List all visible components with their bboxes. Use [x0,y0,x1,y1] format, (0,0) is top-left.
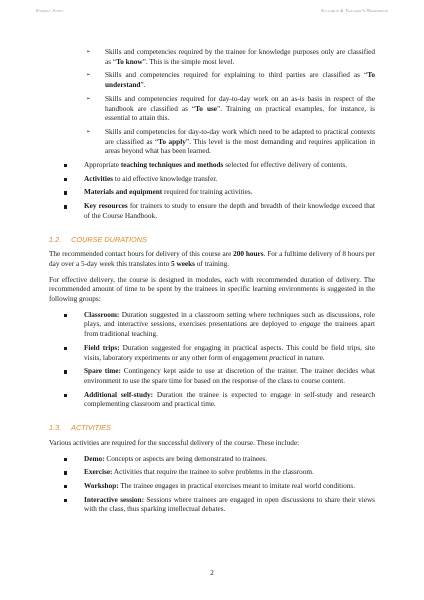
paragraph: The recommended contact hours for delivery of this course are 200 hours. For a fulltime delivery of 8 hours per day over a 5-day week this translates into 5 weeks of training. [49,250,376,268]
paragraph: Various activities are required for the successful delivery of the course. These include: [49,438,300,447]
page-body [49,48,375,519]
syllabus-components-list [49,161,375,222]
skill-level-list [49,48,375,157]
header-right: Syllabus & Teacher's Reference [320,8,388,13]
section-heading-activities: 1.3. ACTIVITIES [49,423,111,433]
section-heading-course-durations: 1.2. COURSE DURATIONS [49,234,147,244]
list-item: Exercise: Activities that require the trainee to solve problems in the classroom. [59,468,375,478]
header-left: Energy Audit [36,8,64,13]
list-item: Workshop: The trainee engages in practical exercises meant to imitate real world conditions. [59,482,375,492]
list-item: Materials and equipment required for training activities. [59,188,375,198]
list-item: ➢ Skills and competencies required for day-to-day work on an as-is basis in respect of the handbook are classified as “To use”. Training on practical examples, for instance, is essential to attain this. [83,95,375,124]
list-item: Demo: Concepts or aspects are being demonstrated to trainees. [59,455,375,465]
list-item: Classroom: Duration suggested in a classroom setting where techniques such as discussions, role plays, and interactive sessions, exercises presentations are deployed to engage the trainees apart from traditional teaching. [59,311,375,340]
list-item: Activities to aid effective knowledge transfer. [59,175,375,185]
list-item: Additional self-study: Duration the trainee is expected to engage in self-study and research complementing classroom and practical time. [59,391,375,410]
running-header [36,8,388,13]
list-item: Interactive session: Sessions where trainees are engaged in open discussions to share their views with the class, thus sparking intellectual debates. [59,496,375,515]
list-item: Appropriate teaching techniques and methods selected for effective delivery of contents. [59,161,375,171]
paragraph: For effective delivery, the course is designed in modules, each with recommended duration of delivery. The recommended amount of time to be spent by the trainees in specific learning environments is suggested in the following groups: [49,275,375,304]
list-item: Key resources for trainers to study to ensure the depth and breadth of their knowledge exceed that of the Course Handbook. [59,202,375,221]
list-item: ➢ Skills and competencies required for explaining to third parties are classified as “To understand”. [83,71,375,90]
list-item: Field trips: Duration suggested for engaging in practical aspects. This could be field trips, site visits, laboratory experiments or any other form of engagement practical in nature. [59,344,375,363]
page-number: 2 [210,568,214,577]
list-item: ➢ Skills and competencies required by the trainee for knowledge purposes only are classified as “To know”. This is the simple most level. [83,48,375,67]
list-item: Spare time: Contingency kept aside to use at discretion of the trainer. The trainer decides what environment to use the spare time for based on the response of the class to course content. [59,367,375,386]
list-item: ➢ Skills and competencies for day-to-day work which need to be adapted to practical contexts are classified as “To apply”. This level is the most demanding and requires application in areas beyond what has been learned. [83,128,375,157]
learning-environment-list [49,311,375,410]
activities-list [49,455,375,516]
